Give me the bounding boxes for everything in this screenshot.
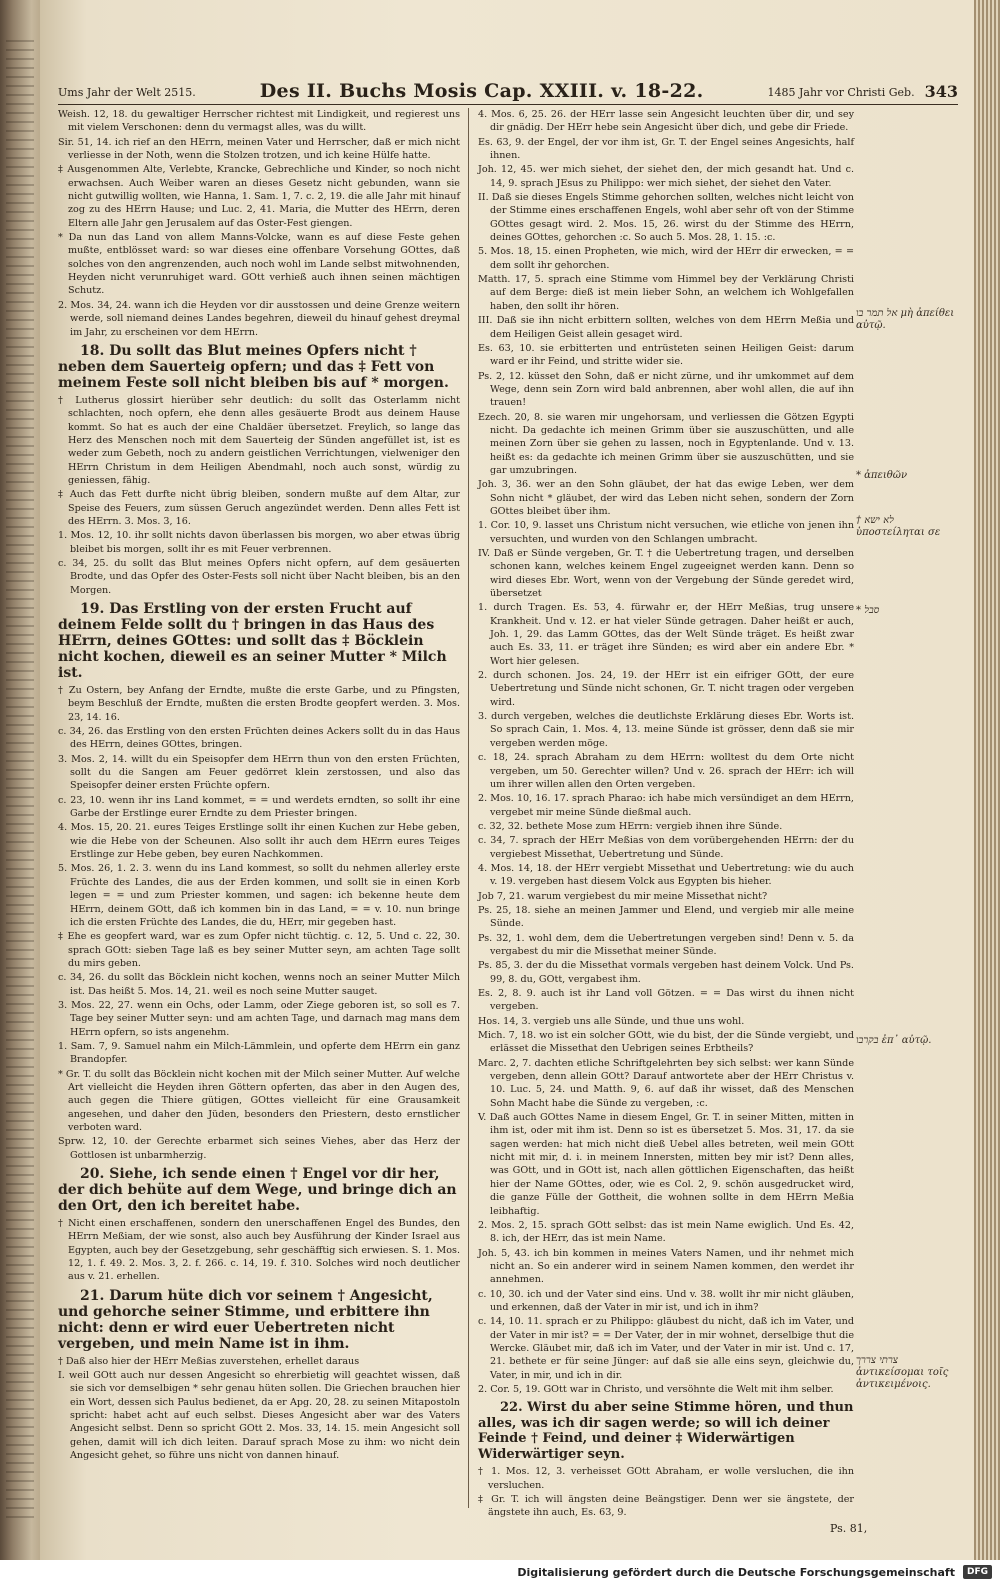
previous-page-edge xyxy=(0,0,42,1560)
reference-entry: Hos. 14, 3. vergieb uns alle Sünde, und thue uns wohl. xyxy=(478,1015,745,1027)
footnote: † Lutherus glossirt hierüber sehr deutlich: du sollt das Osterlamm nicht schlachten, noch opfern, ehe denn alles gesäuerte Brodt aus deinem Hause kommt. So hat es auch der eine Chaldäer übersetzet. Freylich, so lange das Herz des Menschen noch mit dem Sauerteig der Sünden angefüllet ist, ist es weder zum Gebeth, noch zu andern geistlichen Verrichtungen, vielweniger den HErrn Christum in dem Heiligen Abendmahl, noch auch sonst, würdig zu geniessen, fähig. xyxy=(58,394,460,486)
reference-entry: Ps. 25, 18. siehe an meinen Jammer und Elend, und vergieb mir alle meine Sünde. xyxy=(478,904,854,930)
footnote: * Da nun das Land von allem Manns-Volcke, wann es auf diese Feste gehen mußte, entblösset ward: so war dieses eine offenbare Vorsehung GOttes, daß solches von den angrenzenden, auch noch wohl im Lande selbst mitwohnenden, Heyden nicht verunruhiget ward. GOtt verhieß auch ihnen seinen mächtigen Schutz. xyxy=(58,232,460,297)
reference-entry: c. 34, 7. sprach der HErr Meßias von dem vorübergehenden HErrn: der du vergiebest Missethat, Uebertretung und Sünde. xyxy=(478,835,854,860)
reference-entry: 3. Mos. 2, 14. willt du ein Speisopfer dem HErrn thun von den ersten Früchten, sollt du die Sangen am Feuer gedörret klein zerstossen, und also das Speisopfer deiner ersten Früchte opfern. xyxy=(58,753,460,792)
page-edge-strip xyxy=(6,40,34,1520)
column-divider xyxy=(468,108,469,1508)
book-page xyxy=(40,0,974,1560)
reference-entry: Sprw. 12, 10. der Gerechte erbarmet sich seines Viehes, aber das Herz der Gottlosen ist unbarmherzig. xyxy=(58,1136,460,1161)
left-column xyxy=(58,108,460,1498)
reference-entry: 1. Mos. 12, 10. ihr sollt nichts davon überlassen bis morgen, wo aber etwas übrig bleibet bis morgen, sollt ihr es mit Feuer verbrennen. xyxy=(58,530,460,555)
margin-note: אל תמר בו μὴ ἀπείθει αὐτῷ. xyxy=(856,308,955,331)
reference-entry: 4. Mos. 15, 20. 21. eures Teiges Erstlinge sollt ihr einen Kuchen zur Hebe geben, wie die Hebe von der Scheunen. Also sollt ihr auch dem HErrn eures Teiges Erstlinge zur Hebe geben, bey euren Nachkommen. xyxy=(58,822,460,861)
reference-entry: Es. 2, 8. 9. auch ist ihr Land voll Götzen. = = Das wirst du ihnen nicht vergeben. xyxy=(478,988,854,1013)
verse-text: 20. Siehe, ich sende einen † Engel vor dir her, der dich behüte auf dem Wege, und bringe dich an den Ort, den ich bereitet habe. xyxy=(58,1166,457,1215)
reference-entry: IV. Daß er Sünde vergeben, Gr. T. † die Uebertretung tragen, und derselben schonen kann, welches keinem Engel zugeeignet werden kann. Denn so wird dieses Ebr. Wort, wenn von der Vergebung der Sünde geredet wird, übersetzet xyxy=(478,548,854,600)
reference-entry: Ezech. 20, 8. sie waren mir ungehorsam, und verliessen die Götzen Egypti nicht. Da gedachte ich meinen Grimm über sie auszuschütten, und alle meinen Zorn über sie gehen zu lassen, noch in Egyptenlande. Und v. 13. heißt es: da gedachte ich meinen Grimm über sie auszuschütten, und sie gar umzubringen. xyxy=(478,411,854,476)
reference-entry: Job 7, 21. warum vergiebest du mir meine Missethat nicht? xyxy=(478,890,768,902)
footnote: ‡ Ehe es geopfert ward, war es zum Opfer nicht tüchtig. c. 12, 5. Und c. 22, 30. sprach GOtt: sieben Tage laß es bey seiner Mutter seyn, am achten Tage sollt du mirs geben. xyxy=(58,931,460,969)
margin-note: * ἀπειθῶν xyxy=(856,470,908,481)
reference-entry: 4. Mos. 6, 25. 26. der HErr lasse sein Angesicht leuchten über dir, und sey dir gnädig. Der HErr hebe sein Angesicht über dich, und gebe dir Friede. xyxy=(478,109,854,134)
footnote: † Daß also hier der HErr Meßias zuverstehen, erhellet daraus xyxy=(58,1355,360,1367)
margin-note: בקרבו ἐπ᾽ αὐτῷ. xyxy=(856,1035,932,1046)
reference-entry: V. Daß auch GOttes Name in diesem Engel, Gr. T. in seiner Mitten, mitten in ihm ist, oder mit ihm ist. Denn so ist es übersetzet 5. Mos. 31, 17. da sie sagen werden: hat mich nicht dieß Uebel alles betreten, weil mein GOtt nicht mit mir, d. i. in meinem Innersten, mitten bey mir ist? Denn alles, was GOtt, und in GOtt ist, nach allen göttlichen Eigenschaften, das heißt hier der Name GOttes, oder, wie es Col. 2, 9. schön ausgedrucket wird, die ganze Fülle der Gottheit, die wohnen sollte in dem HErrn Meßia leibhaftig. xyxy=(478,1112,854,1217)
footer-bar xyxy=(0,1560,1000,1584)
running-header xyxy=(58,70,958,105)
reference-entry: 4. Mos. 14, 18. der HErr vergiebt Missethat und Uebertretung: wie du auch v. 19. vergeben hast diesem Volck aus Egypten bis hieher. xyxy=(478,862,854,888)
reference-entry: II. Daß sie dieses Engels Stimme gehorchen sollten, welches nicht leicht von der Stimme eines erschaffenen Engels, wohl aber sehr oft von der Stimme GOttes gesagt wird. 2. Mos. 15, 26. wirst du der Stimme des HErrn, deines GOttes, gehorchen :c. So auch 5. Mos. 28, 1. 15. :c. xyxy=(478,192,854,244)
footnote: † 1. Mos. 12, 3. verheisset GOtt Abraham, er wolle versluchen, die ihn versluchen. xyxy=(478,1466,854,1491)
page-stack-edge xyxy=(974,0,1000,1560)
footnote: Weish. 12, 18. du gewaltiger Herrscher richtest mit Lindigkeit, und regierest uns mit vielem Verschonen: denn du vermagst alles, was du willt. xyxy=(58,109,460,134)
footnote: ‡ Ausgenommen Alte, Verlebte, Krancke, Gebrechliche und Kinder, so noch nicht erwachsen. Auch Weiber waren an dieses Gesetz nicht gebunden, wann sie nicht gutwillig wollten, wie Hanna, 1. Sam. 1, 7. c. 2, 19. die alle Jahr mit hinauf zog zu des HErrn Hause; und Luc. 2, 41. Maria, die Mutter des HErrn, deren Eltern alle Jahr gen Jerusalem auf das Oster-Fest giengen. xyxy=(58,164,460,229)
right-column xyxy=(478,108,854,1519)
reference-entry: c. 34, 26. das Erstling von den ersten Früchten deines Ackers sollt du in das Haus des HErrn, deines GOttes, bringen. xyxy=(58,726,460,751)
reference-entry: Joh. 12, 45. wer mich siehet, der siehet den, der mich gesandt hat. Und c. 14, 9. sprach JEsus zu Philippo: wer mich siehet, der siehet den Vater. xyxy=(478,164,854,189)
reference-entry: 2. Mos. 34, 24. wann ich die Heyden vor dir ausstossen und deine Grenze weitern werde, soll niemand deines Landes begehren, dieweil du hinauf gehest dreymal im Jahr, zu erscheinen vor dem HErrn. xyxy=(58,299,460,338)
reference-entry: Mich. 7, 18. wo ist ein solcher GOtt, wie du bist, der die Sünde vergiebt, und erlässet die Missethat den Uebrigen seines Erbtheils? xyxy=(478,1030,854,1055)
reference-entry: Joh. 3, 36. wer an den Sohn gläubet, der hat das ewige Leben, wer dem Sohn nicht * gläubet, der wird das Leben nicht sehen, sondern der Zorn GOttes bleibet über ihm. xyxy=(478,479,854,517)
catchword: Ps. 81, xyxy=(830,1522,868,1535)
reference-entry: c. 32, 32. bethete Mose zum HErrn: vergieb ihnen ihre Sünde. xyxy=(478,820,783,832)
reference-entry: 3. durch vergeben, welches die deutlichste Erklärung dieses Ebr. Worts ist. So sprach Cain, 1. Mos. 4, 13. meine Sünde ist grösser, denn daß sie mir vergeben werden möge. xyxy=(478,711,854,749)
dfg-logo: DFG xyxy=(963,1565,992,1579)
page-number: 343 xyxy=(924,82,958,101)
header-right-group xyxy=(768,82,959,104)
margin-notes xyxy=(856,300,956,1400)
reference-entry: 1. Sam. 7, 9. Samuel nahm ein Milch-Lämmlein, und opferte dem HErrn ein ganz Brandopfer. xyxy=(58,1040,460,1066)
footer-credit: Digitalisierung gefördert durch die Deutsche Forschungsgemeinschaft xyxy=(517,1565,955,1579)
verse-text: 19. Das Erstling von der ersten Frucht auf deinem Felde sollt du † bringen in das Haus des HErrn, deines GOttes: und sollt das ‡ Böcklein nicht kochen, dieweil es an seiner Mutter * Milch ist. xyxy=(58,601,447,681)
reference-entry: 3. Mos. 22, 27. wenn ein Ochs, oder Lamm, oder Ziege geboren ist, so soll es 7. Tage bey seiner Mutter seyn: und am achten Tage, und darnach mag mans dem HErrn opfern, so ists angenehm. xyxy=(58,999,460,1038)
reference-entry: Ps. 32, 1. wohl dem, dem die Uebertretungen vergeben sind! Denn v. 5. da vergabest du mir die Missethat meiner Sünde. xyxy=(478,932,854,957)
reference-entry: I. weil GOtt auch nur dessen Angesicht so ehrerbietig will geachtet wissen, daß sie sich vor demselbigen * sehr genau hüten sollen. Die Griechen brauchen hier ein Wort, dessen sich Paulus bedienet, da er Apg. 20, 28. zu seinen Mitapostoln spricht: habet acht auf euch selbst. Dieses Angesicht aber war des Vaters Angesicht selbst. Denn so spricht GOtt 2. Mos. 33, 14. 15. mein Angesicht soll gehen, damit will ich dich leiten. Darauf sprach Mose zu ihm: wo nicht dein Angesicht gehet, so führe uns nicht von dannen hinauf. xyxy=(58,1370,460,1462)
footnote: * Gr. T. du sollt das Böcklein nicht kochen mit der Milch seiner Mutter. Auf welche Art vielleicht die Heyden ihren Göttern opferten, das aber in den Augen des, auch gegen die Thiere gütigen, GOttes vielleicht für eine Grausamkeit angesehen, und daher den Jüden, besonders den Priestern, desto ernstlicher verboten ward. xyxy=(58,1068,460,1133)
header-year-christ: 1485 Jahr vor Christi Geb. xyxy=(767,86,915,99)
reference-entry: c. 23, 10. wenn ihr ins Land kommet, = = und werdets erndten, so sollt ihr eine Garbe der Erstlinge eurer Erndte zu dem Priester bringen. xyxy=(58,794,460,820)
reference-entry: 1. Cor. 10, 9. lasset uns Christum nicht versuchen, wie etliche von jenen ihn versuchten, und wurden von den Schlangen umbracht. xyxy=(478,520,854,545)
margin-note: * סבל xyxy=(856,605,880,616)
reference-entry: c. 10, 30. ich und der Vater sind eins. Und v. 38. wollt ihr mir nicht gläuben, und erkennen, daß der Vater in mir ist, und ich in ihm? xyxy=(478,1288,854,1313)
footnote: ‡ Gr. T. ich will ängsten deine Beängstiger. Denn wer sie ängstete, der ängstete ihn auch, Es. 63, 9. xyxy=(478,1494,854,1519)
footnote: † Nicht einen erschaffenen, sondern den unerschaffenen Engel des Bundes, den HErrn Meßiam, der wie sonst, also auch bey Ausführung der Kinder Israel aus Egypten, auch bey der Gesetzgebung, sehr geschäfftig sich erwiesen. S. 1. Mos. 12, 1. f. 49. 2. Mos. 3, 2. f. 266. c. 14, 19. f. 310. Solches wird noch deutlicher aus v. 21. erhellen. xyxy=(58,1218,460,1283)
reference-entry: 2. durch schonen. Jos. 24, 19. der HErr ist ein eifriger GOtt, der eure Uebertretung und Sünde nicht schonen, Gr. T. nicht tragen oder vergeben wird. xyxy=(478,670,854,708)
reference-entry: Ps. 85, 3. der du die Missethat vormals vergeben hast deinem Volck. Und Ps. 99, 8. du, GOtt, vergabest ihm. xyxy=(478,960,854,985)
reference-entry: 5. Mos. 26, 1. 2. 3. wenn du ins Land kommest, so sollt du nehmen allerley erste Früchte des Landes, die aus der Erden kommen, und sollt sie in einen Korb legen = = und zum Priester kommen, und sagen: ich bekenne heute dem HErrn, deinem GOtt, daß ich kommen bin in das Land, = = v. 10. nun bringe ich die ersten Früchte des Landes, die du, HErr, mir gegeben hast. xyxy=(58,863,460,928)
margin-note: † לא ישא ὑποστείληται σε xyxy=(856,515,941,538)
reference-entry: c. 14, 10. 11. sprach er zu Philippo: gläubest du nicht, daß ich im Vater, und der Vater in mir ist? = = Der Vater, der in mir wohnet, derselbige thut die Wercke. Gläubet mir, daß ich im Vater, und der Vater in mir ist. Und c. 17, 21. bethete er für seine Jünger: auf daß sie alle eins seyn, gleichwie du, Vater, in mir, und ich in dir. xyxy=(478,1316,854,1381)
reference-entry: c. 34, 26. du sollt das Böcklein nicht kochen, wenns noch an seiner Mutter Milch ist. Das heißt 5. Mos. 14, 21. weil es noch seine Mutter sauget. xyxy=(58,972,460,997)
reference-entry: Ps. 2, 12. küsset den Sohn, daß er nicht zürne, und ihr umkommet auf dem Wege, denn sein Zorn wird bald anbrennen, aber wohl allen, die auf ihn trauen! xyxy=(478,370,854,409)
verse-text: 18. Du sollt das Blut meines Opfers nicht † neben dem Sauerteig opfern; und das ‡ Fett von meinem Feste soll nicht bleiben bis auf * morgen. xyxy=(58,342,449,391)
header-year-world: Ums Jahr der Welt 2515. xyxy=(58,86,196,99)
reference-entry: 2. Mos. 2, 15. sprach GOtt selbst: das ist mein Name ewiglich. Und Es. 42, 8. ich, der HErr, das ist mein Name. xyxy=(478,1219,854,1245)
reference-entry: 2. Cor. 5, 19. GOtt war in Christo, und versöhnte die Welt mit ihm selber. xyxy=(478,1383,834,1395)
reference-entry: Es. 63, 10. sie erbitterten und entrüsteten seinen Heiligen Geist: darum ward er ihr Feind, und stritte wider sie. xyxy=(478,342,854,368)
reference-entry: Es. 63, 9. der Engel, der vor ihm ist, Gr. T. der Engel seines Angesichts, half ihnen. xyxy=(478,136,854,162)
verse-text: 22. Wirst du aber seine Stimme hören, und thun alles, was ich dir sagen werde; so will ich deiner Feinde † Feind, und deiner ‡ Widerwärtigen Widerwärtiger seyn. xyxy=(478,1400,854,1462)
margin-note: צרתי צררך ἀντικείσομαι τοῖς ἀντικειμένοις. xyxy=(856,1355,949,1390)
reference-entry: Marc. 2, 7. dachten etliche Schriftgelehrten bey sich selbst: wer kann Sünde vergeben, denn allein GOtt? Darauf antwortete aber der HErr Christus v. 10. Luc. 5, 24. und Matth. 9, 6. auf daß ihr wisset, daß des Menschen Sohn Macht habe die Sünde zu vergeben, :c. xyxy=(478,1057,854,1109)
footnote: † Zu Ostern, bey Anfang der Erndte, mußte die erste Garbe, und zu Pfingsten, beym Beschluß der Erndte, mußten die ersten Brodte geopfert werden. 3. Mos. 23, 14. 16. xyxy=(58,685,460,723)
footnote: Sir. 51, 14. ich rief an den HErrn, meinen Vater und Herrscher, daß er mich nicht verliesse in der Noth, wenn die Stolzen trotzen, und ich keine Hülfe hatte. xyxy=(58,136,460,162)
reference-entry: Matth. 17, 5. sprach eine Stimme vom Himmel bey der Verklärung Christi auf dem Berge: dieß ist mein lieber Sohn, an welchem ich Wohlgefallen haben, den sollt ihr hören. xyxy=(478,274,854,312)
reference-entry: c. 18, 24. sprach Abraham zu dem HErrn: wolltest du dem Orte nicht vergeben, um 50. Gerechter willen? Und v. 26. sprach der HErr: ich will um ihrer willen allen den Orten vergeben. xyxy=(478,752,854,790)
reference-entry: 1. durch Tragen. Es. 53, 4. fürwahr er, der HErr Meßias, trug unsere Krankheit. Und v. 12. er hat vieler Sünde getragen. Daher heißt er auch, Joh. 1, 29. das Lamm GOttes, das der Welt Sünde träget. Es heißt zwar auch Es. 33, 11. er träget ihre Sünden; es wird aber ein andere Ebr. * Wort hier gelesen. xyxy=(478,602,854,667)
reference-entry: 5. Mos. 18, 15. einen Propheten, wie mich, wird der HErr dir erwecken, = = dem sollt ihr gehorchen. xyxy=(478,246,854,271)
reference-entry: 2. Mos. 10, 16. 17. sprach Pharao: ich habe mich versündiget an dem HErrn, vergebet mir meine Sünde dießmal auch. xyxy=(478,793,854,818)
footnote: ‡ Auch das Fett durfte nicht übrig bleiben, sondern mußte auf dem Altar, zur Speise des Feuers, zum süssen Geruch angezündet werden. Denn alles Fett ist des HErrn. 3. Mos. 3, 16. xyxy=(58,489,460,527)
reference-entry: III. Daß sie ihn nicht erbittern sollten, welches von dem HErrn Meßia und dem Heiligen Geist allein gesaget wird. xyxy=(478,315,854,340)
reference-entry: c. 34, 25. du sollt das Blut meines Opfers nicht opfern, auf dem gesäuerten Brodte, und das Opfer des Oster-Fests soll nicht über Nacht bleiben, bis an den Morgen. xyxy=(58,557,460,596)
header-title: Des II. Buchs Mosis Cap. XXIII. v. 18-22. xyxy=(259,80,704,102)
reference-entry: Joh. 5, 43. ich bin kommen in meines Vaters Namen, und ihr nehmet mich nicht an. So ein anderer wird in seinem Namen kommen, den werdet ihr annehmen. xyxy=(478,1247,854,1286)
verse-text: 21. Darum hüte dich vor seinem † Angesicht, und gehorche seiner Stimme, und erbittere ihn nicht: denn er wird euer Uebertreten nicht vergeben, und mein Name ist in ihm. xyxy=(58,1287,433,1352)
